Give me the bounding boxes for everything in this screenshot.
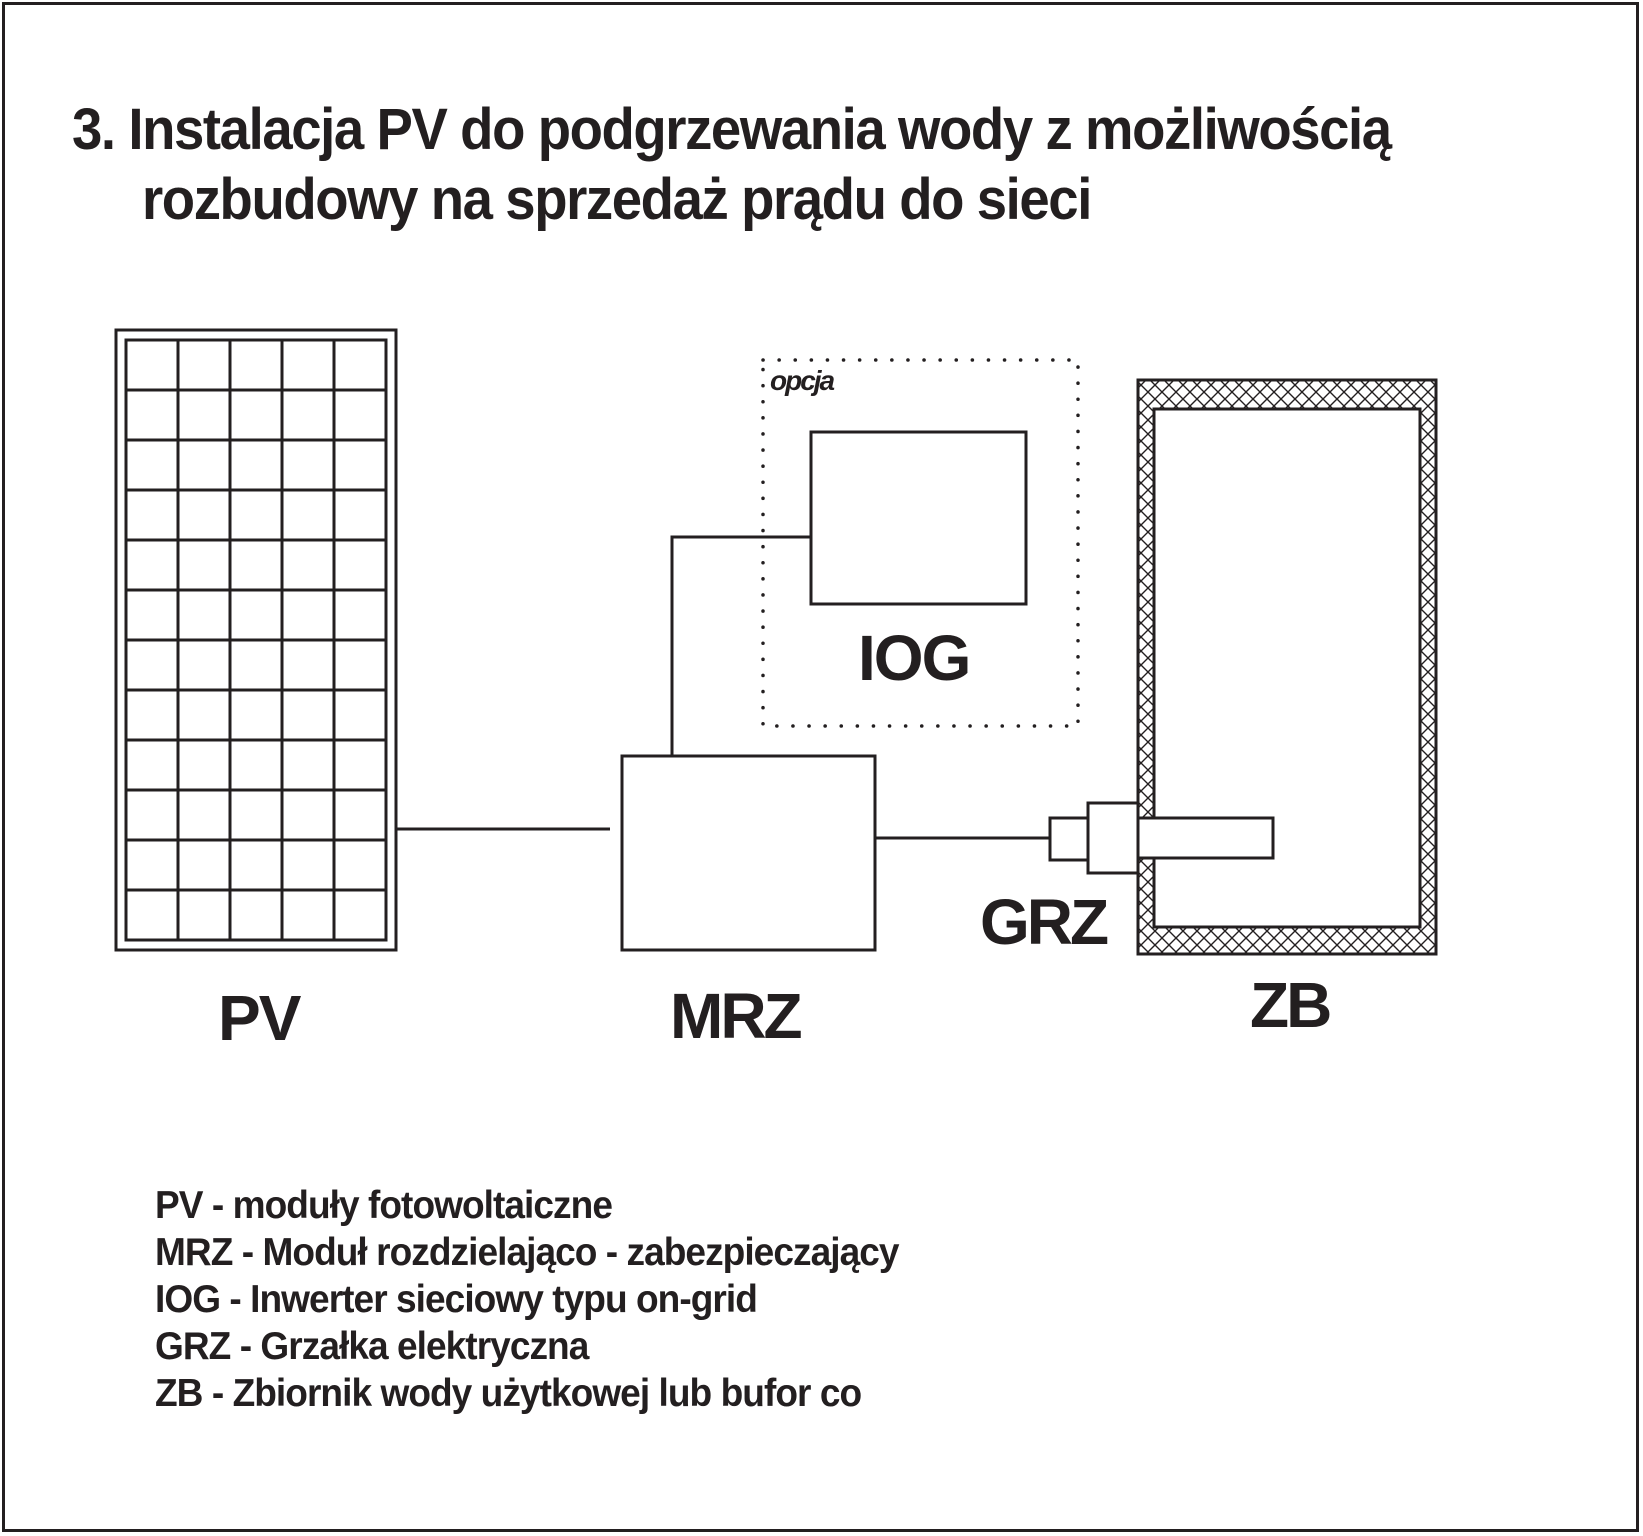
- label-zb: ZB: [1250, 969, 1330, 1041]
- label-option: opcja: [770, 365, 834, 396]
- zb-tank: [1138, 380, 1436, 954]
- title-line-1: 3. Instalacja PV do podgrzewania wody z możliwością: [72, 97, 1391, 162]
- legend-item-pv: PV - moduły fotowoltaiczne: [155, 1184, 612, 1227]
- title-line-2: rozbudowy na sprzedaż prądu do sieci: [142, 167, 1091, 232]
- label-iog: IOG: [858, 622, 970, 694]
- pv-panel: [116, 330, 396, 950]
- iog-box: [811, 432, 1026, 604]
- label-pv: PV: [218, 982, 300, 1054]
- legend-item-mrz: MRZ - Moduł rozdzielająco - zabezpieczający: [155, 1231, 899, 1274]
- pv-cell-grid: [126, 340, 386, 940]
- legend: [155, 1182, 899, 1417]
- legend-item-grz: GRZ - Grzałka elektryczna: [155, 1325, 589, 1368]
- label-grz: GRZ: [980, 886, 1107, 958]
- legend-item-iog: IOG - Inwerter sieciowy typu on-grid: [155, 1278, 757, 1321]
- wire-mrz-iog: [672, 537, 810, 756]
- label-mrz: MRZ: [670, 980, 800, 1052]
- mrz-box: [622, 756, 875, 950]
- legend-item-zb: ZB - Zbiornik wody użytkowej lub bufor co: [155, 1372, 862, 1415]
